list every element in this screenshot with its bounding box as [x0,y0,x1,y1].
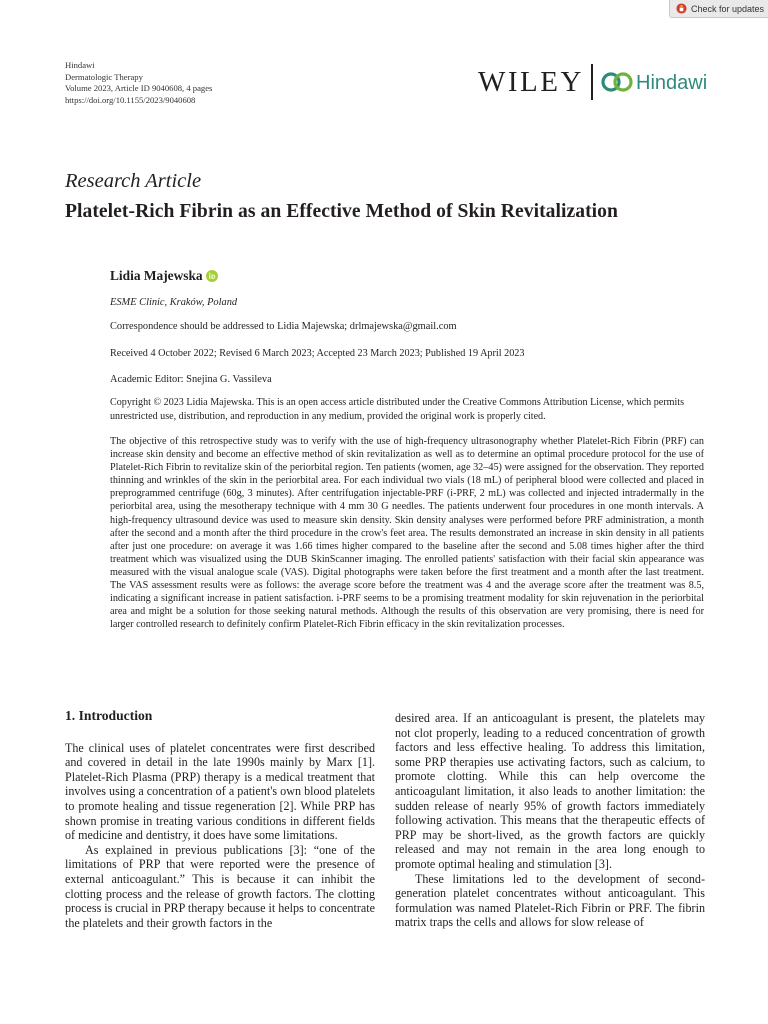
body-paragraph: These limitations led to the development of second-generation platelet concentrates without anticoagulant. This formulation was named Platelet-Rich Fibrin or PRF. The fibrin matrix traps the cells and allows for slow release of [395,871,705,930]
wiley-logo: WILEY [478,66,584,98]
publication-dates: Received 4 October 2022; Revised 6 March 2023; Accepted 23 March 2023; Published 19 April 2023 [110,348,525,359]
hindawi-logo: Hindawi [636,72,708,94]
journal-name: Dermatologic Therapy [65,71,143,82]
body-column-left [65,709,375,930]
body-paragraph: The clinical uses of platelet concentrates were first described and covered in detail in the late 1990s mainly by Marx [1]. Platelet-Rich Plasma (PRP) therapy is a medical treatment that involves using a concentration of a patient's own blood platelets to promote healing and tissue regeneration [2]. While PRP has shown promise in treating various conditions in different fields of medicine and dentistry, it does have some limitations. [65,740,375,843]
doi-link[interactable]: https://doi.org/10.1155/2023/9040608 [65,94,196,105]
orcid-icon[interactable] [206,270,218,282]
correspondence: Correspondence should be addressed to Lidia Majewska; drlmajewska@gmail.com [110,321,457,332]
academic-editor: Academic Editor: Snejina G. Vassileva [110,374,272,385]
check-updates-icon [676,3,687,14]
publisher-logo [478,62,710,102]
affiliation: ESME Clinic, Kraków, Poland [110,297,238,308]
abstract: The objective of this retrospective study was to verify with the use of high-frequency ultrasonography whether Platelet-Rich Fibrin (PRF) can increase skin density and become an effective method of skin revitalization as well as to determine an optimal procedure protocol for the use of Platelet-Rich Fibrin to revitalize skin of the periorbital region. Ten patients (women, age 32–45) were assigned for the observation. They reported thinning and wrinkles of the skin in the periorbital area. For each individual two vials (18 mL) of peripheral blood were collected and placed in preprogrammed centrifuge (60g, 3 minutes). After centrifugation injectable-PRF (i-PRF, 2 mL) was collected and injected intradermally in the periorbital area, using the mesotherapy technique with 4 mm 30 G needles. The patients underwent four procedures in one month intervals. A high-frequency ultrasound device was used to measure skin density. Skin density analyses were performed before PRF administration, a month after the second and a month after the third procedure in the crow's feet area. The results demonstrated an increase in skin density in all patients after just one procedure: on average it was 1.66 times higher compared to the baseline after the second and 5.08 times higher after the third treatment which was visualized using the DUB SkinScanner imaging. The enrolled patients' satisfaction with their facial skin appearance was measured with the visual analogue scale (VAS). Digital photographs were taken before the first treatment and a month after the last treatment. The VAS assessment results were as follows: the average score before the treatment was 4 and the average score after the treatment was 8.5, indicating a significant increase in patient satisfaction. i-PRF seems to be a promising treatment modality for skin rejuvenation in the periorbital area and might be a solution for those seeking natural methods. Although the results of this observation are very promising, there is need for larger controlled research to definitely confirm Platelet-Rich Fibrin efficacy in the skin revitalization processes. [110,436,704,631]
check-updates-label: Check for updates [691,3,765,14]
body-paragraph: desired area. If an anticoagulant is present, the platelets may not clot properly, leading to a reduced concentration of growth factors and less effective healing. To address this limitation, some PRP therapies use activating factors, such as calcium, to promote clotting. While this can help overcome the anticoagulant limitation, it also leads to another limitation: the sudden release of nearly 95% of growth factors immediately following activation. This means that the therapeutic effects of PRP may be short-lived, as the growth factors are quickly released and may not remain in the area long enough to promote optimal healing and stimulation [3]. [395,711,705,871]
author-name[interactable]: Lidia Majewska [110,268,203,283]
article-type: Research Article [65,170,202,192]
body-column-right [395,711,705,930]
journal-meta [65,60,212,106]
hindawi-icon [603,74,631,90]
volume-line: Volume 2023, Article ID 9040608, 4 pages [65,83,213,94]
body-paragraph: As explained in previous publications [3]: “one of the limitations of PRP that were reported were the presence of external anticoagulant.” This is because it can inhibit the clotting process and the release of growth factors. The clotting process is crucial in PRP therapy because it helps to concentrate the platelets and their growth factors in the [65,842,375,930]
author-block [110,268,218,284]
publisher-name: Hindawi [65,60,95,70]
check-for-updates-button[interactable] [669,0,768,18]
article-title: Platelet-Rich Fibrin as an Effective Method of Skin Revitalization [65,201,618,222]
copyright-notice: Copyright © 2023 Lidia Majewska. This is an open access article distributed under the Creative Commons Attribution License, which permits unrestricted use, distribution, and reproduction in any medium, provided the original work is properly cited. [110,397,685,423]
section-heading-introduction: 1. Introduction [65,708,153,723]
